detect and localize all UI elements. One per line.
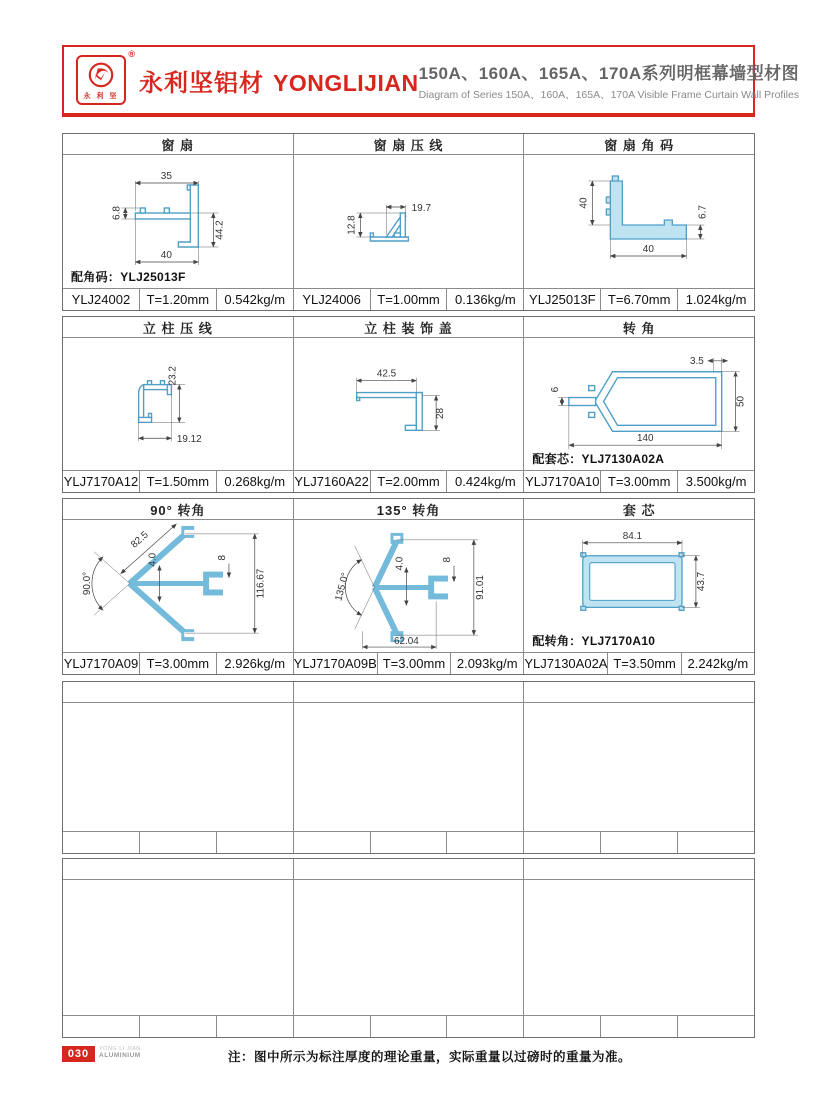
profile-thickness: T=6.70mm	[600, 289, 677, 310]
profile-cell-sleeve-core	[523, 499, 754, 674]
dim-label: 8	[216, 554, 228, 561]
dim-label: 135.0°	[333, 571, 352, 603]
dim-label: 42.5	[376, 368, 396, 380]
profile-info-row	[524, 470, 754, 492]
dim-label: 116.67	[255, 568, 267, 599]
profile-model	[524, 1016, 600, 1037]
profile-drawing	[63, 520, 293, 652]
profile-info-row	[63, 831, 293, 853]
dim-label: 19.7	[411, 203, 431, 214]
cell-title	[524, 682, 754, 703]
dim-label: 4.0	[147, 552, 159, 567]
profile-sketch	[524, 155, 754, 288]
profile-thickness	[139, 1016, 216, 1037]
cell-title: 窗 扇 压 线	[294, 134, 524, 155]
page-title	[418, 59, 800, 102]
profile-thickness	[139, 832, 216, 853]
profile-cell-window-sash	[63, 134, 293, 310]
cell-title	[294, 682, 524, 703]
profile-model: YLJ7130A02A	[524, 656, 608, 671]
page-header	[62, 45, 800, 117]
dim-label: 12.8	[346, 215, 358, 235]
dim-label: 6.7	[697, 205, 709, 219]
profile-row-1	[62, 133, 755, 311]
profile-sketch	[63, 520, 293, 652]
profile-model	[524, 832, 600, 853]
dim-label: 40	[643, 244, 655, 255]
profile-info-row	[524, 831, 754, 853]
profile-model: YLJ24006	[302, 292, 361, 307]
dim-label: 62.04	[393, 636, 419, 648]
profile-drawing	[524, 338, 754, 470]
logo-characters: 永 利 坚	[83, 93, 119, 100]
cell-title: 转 角	[524, 317, 754, 338]
profile-info-row	[294, 652, 524, 674]
profile-weight	[446, 832, 523, 853]
profile-model: YLJ7170A09B	[293, 656, 377, 671]
brand-logo	[76, 49, 135, 105]
profile-thickness: T=1.00mm	[370, 289, 447, 310]
profile-drawing	[524, 880, 754, 1015]
dim-label: 4.0	[394, 556, 406, 571]
dim-label: 90.0°	[82, 571, 94, 596]
profile-model: YLJ24002	[71, 292, 131, 307]
profile-info-row	[294, 288, 524, 310]
profile-drawing	[294, 155, 524, 288]
profile-weight: 2.242kg/m	[681, 653, 754, 674]
profile-weight: 0.424kg/m	[446, 471, 523, 492]
footer-note: 注：图中所示为标注厚度的理论重量，实际重量以过磅时的重量为准。	[228, 1050, 632, 1064]
cell-title: 窗 扇	[63, 134, 293, 155]
profile-row-2	[62, 316, 755, 493]
footer-brand-line1: YONG LI JIAN	[99, 1046, 141, 1052]
dim-label: 28	[434, 407, 446, 419]
profile-cell-mullion-bead	[63, 317, 293, 492]
dim-label: 91.01	[474, 575, 486, 600]
profile-model: YLJ7170A10	[525, 474, 600, 489]
profile-row-5-empty	[62, 858, 755, 1038]
profile-thickness: T=2.00mm	[370, 471, 447, 492]
dim-label: 35	[160, 171, 172, 182]
profile-note: 配转角：YLJ7170A10	[532, 634, 656, 648]
dim-label: 19.12	[176, 434, 202, 446]
profile-note: 配角码：YLJ25013F	[71, 270, 186, 284]
profile-weight: 0.268kg/m	[216, 471, 293, 492]
profile-cell-135deg-corner	[293, 499, 524, 674]
profile-info-row	[524, 288, 754, 310]
profile-thickness	[600, 832, 677, 853]
profile-info-row	[294, 1015, 524, 1037]
profile-info-row	[63, 1015, 293, 1037]
profile-cell-90deg-corner	[63, 499, 293, 674]
dim-label: 84.1	[623, 530, 643, 542]
profile-weight: 3.500kg/m	[677, 471, 754, 492]
cell-title: 窗 扇 角 码	[524, 134, 754, 155]
profile-sketch	[294, 520, 524, 652]
profile-drawing	[294, 338, 524, 470]
empty-cell	[293, 682, 524, 853]
profile-weight: 0.136kg/m	[446, 289, 523, 310]
brand-name-en: YONGLIJIAN	[273, 69, 419, 96]
footer-brand-small	[99, 1046, 141, 1059]
profile-thickness	[370, 1016, 447, 1037]
page-title-en: Diagram of Series 150A、160A、165A、170A Visible Frame Curtain Wall Profiles	[418, 88, 800, 101]
dim-label: 40	[160, 250, 172, 261]
cell-title: 立 柱 压 线	[63, 317, 293, 338]
profile-weight	[216, 1016, 293, 1037]
brand-name	[139, 63, 419, 98]
dim-label: 50	[735, 396, 747, 408]
profile-drawing	[63, 338, 293, 470]
profile-model: YLJ7160A22	[294, 474, 369, 489]
profile-drawing	[294, 520, 524, 652]
dim-label: 82.5	[129, 529, 151, 551]
dim-label: 43.7	[696, 571, 708, 592]
brand-name-cn: 永利坚铝材	[139, 69, 264, 97]
profile-sketch	[294, 338, 524, 470]
logo-emblem-icon	[85, 60, 117, 92]
profile-thickness: T=3.00mm	[600, 471, 677, 492]
profile-note: 配套芯：YLJ7130A02A	[532, 452, 665, 466]
profile-info-row	[63, 470, 293, 492]
profile-cell-sash-corner-key	[523, 134, 754, 310]
profile-model	[294, 832, 370, 853]
profile-cell-sash-bead	[293, 134, 524, 310]
profile-model: YLJ7170A09	[63, 656, 139, 671]
profile-model	[294, 1016, 370, 1037]
profile-info-row	[294, 831, 524, 853]
dim-label: 23.2	[167, 366, 179, 386]
profile-model	[63, 1016, 139, 1037]
profile-weight	[216, 832, 293, 853]
profile-drawing	[524, 155, 754, 288]
profile-weight: 2.093kg/m	[450, 653, 523, 674]
profile-drawing	[63, 880, 293, 1015]
page-number-badge: 030	[62, 1046, 95, 1062]
profile-thickness: T=1.20mm	[139, 289, 216, 310]
profile-sketch	[63, 338, 293, 470]
profile-info-row	[63, 288, 293, 310]
empty-cell	[63, 859, 293, 1037]
profile-row-4-empty	[62, 681, 755, 854]
profile-weight: 0.542kg/m	[216, 289, 293, 310]
profile-weight	[677, 832, 754, 853]
cell-title	[524, 859, 754, 880]
profile-drawing	[294, 703, 524, 831]
registered-trademark-icon: ®	[128, 49, 135, 59]
dim-label: 140	[637, 433, 654, 445]
profile-thickness	[600, 1016, 677, 1037]
profile-model: YLJ25013F	[529, 292, 596, 307]
profile-model: YLJ7170A12	[63, 474, 139, 489]
empty-cell	[293, 859, 524, 1037]
cell-title	[63, 682, 293, 703]
profile-drawing	[524, 520, 754, 652]
profile-weight	[446, 1016, 523, 1037]
profile-cell-mullion-cover	[293, 317, 524, 492]
profile-thickness: T=3.00mm	[377, 653, 450, 674]
profile-row-3	[62, 498, 755, 675]
profile-thickness: T=3.50mm	[607, 653, 680, 674]
dim-label: 44.2	[214, 220, 226, 240]
profile-info-row	[524, 652, 754, 674]
profile-info-row	[524, 1015, 754, 1037]
profile-weight: 2.926kg/m	[216, 653, 293, 674]
cell-title	[63, 859, 293, 880]
footer-brand-line2: ALUMINIUM	[99, 1052, 141, 1060]
profile-thickness: T=3.00mm	[139, 653, 216, 674]
cell-title: 90° 转角	[63, 499, 293, 520]
empty-cell	[63, 682, 293, 853]
profile-thickness	[370, 832, 447, 853]
dim-label: 6.8	[111, 206, 123, 220]
profile-drawing	[294, 880, 524, 1015]
profile-drawing	[524, 703, 754, 831]
profile-drawing	[63, 155, 293, 288]
profile-thickness: T=1.50mm	[139, 471, 216, 492]
dim-label: 6	[550, 386, 562, 393]
dim-label: 3.5	[690, 355, 705, 367]
page-title-cn: 150A、160A、165A、170A系列明框幕墙型材图	[418, 63, 800, 83]
profile-sketch	[294, 155, 524, 288]
cell-title: 立 柱 装 饰 盖	[294, 317, 524, 338]
empty-cell	[523, 682, 754, 853]
profile-cell-corner	[523, 317, 754, 492]
profile-weight	[677, 1016, 754, 1037]
profile-info-row	[63, 652, 293, 674]
profile-info-row	[294, 470, 524, 492]
profile-drawing	[63, 703, 293, 831]
cell-title: 135° 转角	[294, 499, 524, 520]
cell-title	[294, 859, 524, 880]
profile-weight: 1.024kg/m	[677, 289, 754, 310]
empty-cell	[523, 859, 754, 1037]
cell-title: 套 芯	[524, 499, 754, 520]
profile-model	[63, 832, 139, 853]
dim-label: 40	[578, 197, 590, 209]
dim-label: 8	[441, 556, 453, 563]
